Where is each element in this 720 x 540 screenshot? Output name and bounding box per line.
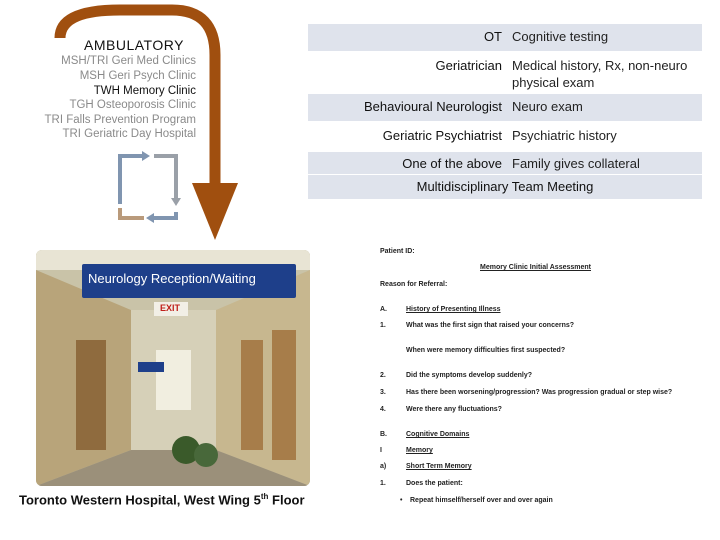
assessment-form: [376, 246, 686, 511]
line-num: 3.: [380, 389, 386, 396]
clinic-tri-falls-prevention: TRI Falls Prevention Program: [44, 114, 196, 126]
line-text: Has there been worsening/progression? Was progression gradual or step wise?: [406, 389, 673, 396]
line-text: Were there any fluctuations?: [406, 406, 502, 413]
table-row: [308, 152, 702, 174]
line-num: 2.: [380, 372, 386, 379]
clinic-tgh-osteoporosis: TGH Osteoporosis Clinic: [69, 99, 196, 111]
patient-id-label: Patient ID:: [380, 248, 415, 255]
line-text: Did the symptoms develop suddenly?: [406, 372, 533, 379]
role-label: Behavioural Neurologist: [363, 99, 502, 114]
role-label: Geriatrician: [435, 58, 502, 73]
task-label: Neuro exam: [512, 99, 583, 114]
form-title: Memory Clinic Initial Assessment: [480, 264, 591, 271]
role-label: OT: [483, 29, 502, 44]
line-text: When were memory difficulties first suspected?: [406, 347, 566, 354]
line-num: I: [380, 447, 382, 454]
exit-sign: EXIT: [160, 303, 181, 313]
line-num: •: [400, 497, 403, 504]
line-num: A.: [380, 306, 387, 313]
neurology-sign: Neurology Reception/Waiting: [88, 271, 256, 286]
task-label: Psychiatric history: [512, 128, 617, 143]
cycle-arrows-icon: [108, 146, 188, 226]
table-row: [308, 53, 702, 93]
photo-caption: [19, 492, 305, 507]
caption-text: Toronto Western Hospital, West Wing 5: [19, 492, 261, 508]
team-meeting-label: Multidisciplinary Team Meeting: [308, 175, 702, 199]
clinic-tri-geriatric-day-hospital: TRI Geriatric Day Hospital: [62, 128, 196, 140]
task-label: Medical history, Rx, non-neuro physical exam: [512, 58, 688, 90]
line-text: Repeat himself/herself over and over again: [410, 497, 553, 504]
line-text: Does the patient:: [406, 480, 463, 487]
clinic-msh-geri-psych: MSH Geri Psych Clinic: [79, 70, 196, 82]
hallway-photo: [36, 250, 310, 486]
line-text: Cognitive Domains: [406, 431, 470, 438]
task-label: Family gives collateral: [512, 156, 640, 171]
line-text: Short Term Memory: [406, 463, 472, 470]
clinic-twh-memory: TWH Memory Clinic: [93, 85, 196, 97]
clinic-msh-tri-geri-med: MSH/TRI Geri Med Clinics: [61, 55, 196, 67]
caption-superscript: th: [260, 492, 269, 501]
role-label: One of the above: [402, 156, 502, 171]
line-num: 1.: [380, 322, 386, 329]
caption-end: Floor: [268, 492, 305, 508]
table-row: [308, 94, 702, 121]
ambulatory-title: AMBULATORY: [84, 37, 184, 53]
line-num: B.: [380, 431, 387, 438]
task-label: Cognitive testing: [512, 29, 609, 44]
line-num: 4.: [380, 406, 386, 413]
line-num: 1.: [380, 480, 386, 487]
table-row: [308, 123, 702, 150]
table-row: [308, 24, 702, 51]
reason-label: Reason for Referral:: [380, 281, 448, 288]
line-text: What was the first sign that raised your concerns?: [406, 322, 575, 329]
role-label: Geriatric Psychiatrist: [382, 128, 502, 143]
line-text: Memory: [406, 447, 433, 454]
line-num: a): [380, 463, 387, 470]
line-text: History of Presenting Illness: [406, 306, 501, 313]
